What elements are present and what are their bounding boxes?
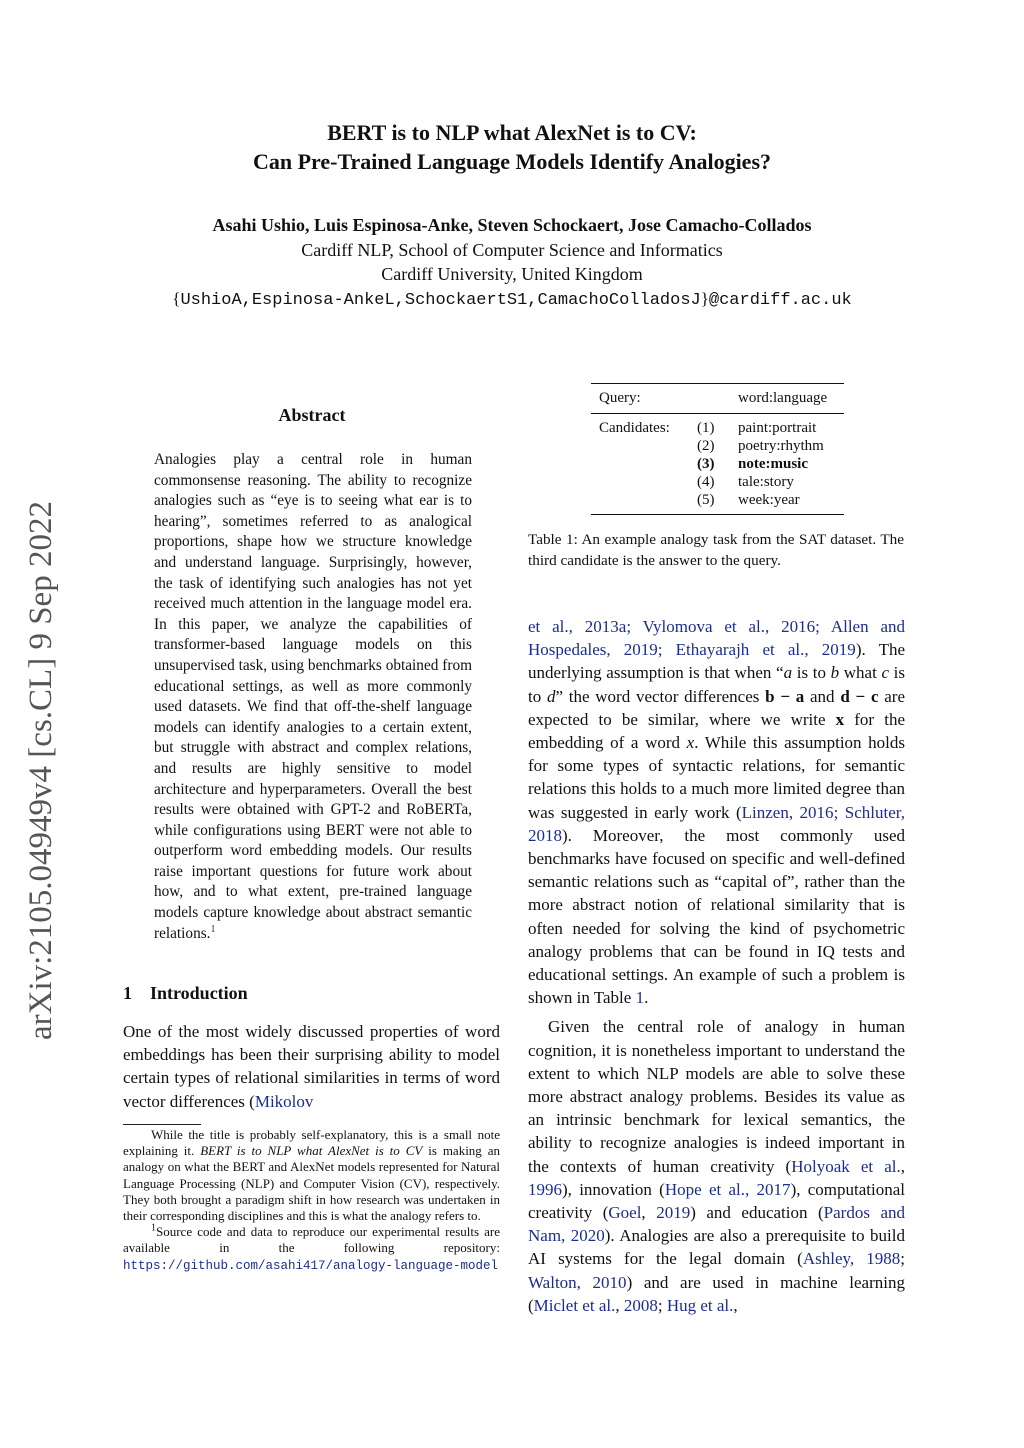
paragraph-2 (528, 1015, 905, 1317)
citation[interactable]: Ethayarajh et al., 2019 (675, 640, 856, 660)
candidate-number: (1) (697, 420, 715, 436)
math-var: d (546, 686, 556, 706)
citation[interactable]: Goel (608, 1203, 642, 1223)
body-text: ), computational creativity ( (528, 1179, 906, 1223)
candidate-number: (5) (697, 492, 715, 508)
math-var: x (686, 733, 695, 753)
footnote-0-italic: BERT is to NLP what AlexNet is to CV (200, 1143, 423, 1159)
citation[interactable]: Linzen, 2016 (741, 802, 834, 822)
section-heading-introduction (123, 983, 248, 1004)
author-emails (0, 287, 1024, 313)
footnote-1-text: Source code and data to reproduce our experimental results are available in the following repository: (123, 1224, 500, 1256)
candidate-pair: tale:story (738, 474, 794, 490)
body-text: are expected to be similar, where we write (528, 686, 905, 729)
citation[interactable]: 1996 (528, 1179, 562, 1199)
query-label: Query: (599, 390, 641, 406)
citation-separator: ; (815, 617, 831, 636)
body-text: and (804, 686, 841, 706)
table-bottom-rule (591, 514, 844, 515)
candidate-number: (2) (697, 438, 715, 454)
math-vector: b − a (765, 686, 805, 706)
arxiv-stamp: arXiv:2105.04949v4 [cs.CL] 9 Sep 2022 (23, 501, 59, 1040)
body-text: ). Analogies are also a prerequisite to build AI systems for the legal domain ( (528, 1226, 906, 1269)
body-text: , (733, 1295, 738, 1315)
query-value: word:language (738, 390, 828, 406)
candidate-pair: poetry:rhythm (738, 438, 824, 454)
footnote-rule (123, 1124, 201, 1125)
paragraph-continued (528, 615, 905, 1009)
email-brace-open: { (172, 289, 181, 308)
citation-separator: ; (626, 617, 643, 636)
candidate-pair: week:year (738, 492, 800, 508)
citation[interactable]: Ashley, 1988 (802, 1249, 901, 1269)
math-var: c (881, 663, 890, 683)
footnote-1-mark: 1 (151, 1222, 156, 1234)
body-text: ; (900, 1249, 905, 1269)
body-text: ), innovation ( (562, 1179, 665, 1199)
intro-text: One of the most widely discussed properties of word embeddings has been their surprising ability to model certain types of relational similarities in terms of word vector differences ( (123, 1022, 500, 1111)
body-text: . While this assumption holds for some types of syntactic relations, for semantic relations this holds to a much more limited degree than was suggested in early work ( (528, 733, 905, 822)
abstract-body: Analogies play a central role in human commonsense reasoning. The ability to recognize analogies such as “eye is to seeing what ear is to hearing”, sometimes referred to as analogical proportions, shape how we structure knowledge and understand language. Surprisingly, however, the task of identifying such analogies has not yet received much attention in the language model era. In this paper, we analyze the capabilities of transformer-based language models on this unsupervised task, using benchmarks obtained from educational settings, as well as more commonly used datasets. We find that off-the-shelf language models can identify analogies to a certain extent, but struggle with abstract and complex relations, and results are highly sensitive to model architecture and hyperparameters. Overall the best results were obtained with GPT-2 and RoBERTa, while configurations using BERT were not able to outperform word embedding models. Our results raise important questions for future work about how, and to what extent, pre-trained language models capture knowledge about abstract semantic relations. (154, 451, 472, 942)
citation[interactable]: 2019 (656, 1203, 691, 1223)
citation[interactable]: et al., 2013a (528, 617, 627, 636)
body-text: ). The underlying assumption is that when “ (528, 640, 905, 683)
body-text: for the embedding of a word (528, 709, 905, 753)
citation[interactable]: Schluter, 2018 (528, 802, 905, 845)
citation-separator: ; (657, 640, 676, 660)
candidate-pair: note:music (738, 456, 808, 472)
body-text: ; (657, 1295, 667, 1315)
citation[interactable]: Holyoak et al. (791, 1156, 901, 1176)
section-number: 1 (123, 983, 132, 1003)
title-line-2: Can Pre-Trained Language Models Identify Analogies? (252, 149, 772, 174)
affiliation-line-2: Cardiff University, United Kingdom (381, 264, 643, 284)
citation[interactable]: Hug et al. (666, 1295, 734, 1315)
table-1 (591, 383, 844, 515)
repository-link[interactable]: https://github.com/asahi417/analogy-language-model (123, 1258, 499, 1273)
footnote-1 (123, 1224, 500, 1274)
candidate-number: (4) (697, 474, 715, 490)
body-text: , (900, 1156, 906, 1176)
table-mid-rule (591, 413, 844, 414)
candidates-label: Candidates: (599, 420, 670, 436)
citation[interactable]: Miclet et al. (533, 1295, 616, 1315)
candidate-row (591, 419, 844, 437)
introduction-paragraph (123, 1020, 500, 1113)
abstract-text (154, 450, 472, 944)
citation[interactable]: 2008 (623, 1295, 658, 1315)
right-column-text (528, 615, 905, 1317)
body-text: ). Moreover, the most commonly used benchmarks have focused on specific and well-defined semantic relations such as “capital of”, rather than the more abstract notion of relational similarity that is often needed for solving the kind of psychometric analogy problems that can be found in IQ tests and educational settings. An example of such a problem is shown in Table (528, 825, 905, 1008)
candidates-table (591, 419, 844, 509)
citation[interactable]: Vylomova et al., 2016 (642, 617, 816, 636)
paper-title (0, 118, 1024, 176)
candidate-number: (3) (697, 456, 715, 472)
candidate-pair: paint:portrait (738, 420, 817, 436)
body-text: , (615, 1295, 624, 1315)
citation[interactable]: Hope et al., 2017 (664, 1179, 791, 1199)
query-row (591, 389, 844, 407)
body-text: is to (792, 663, 831, 683)
body-text: what (839, 663, 882, 683)
citation[interactable]: Allen and Hospedales, 2019 (528, 617, 905, 660)
table-top-rule (591, 383, 844, 384)
affiliation-line-1: Cardiff NLP, School of Computer Science and Informatics (301, 240, 723, 260)
body-text: ) and education ( (690, 1203, 824, 1223)
section-title: Introduction (150, 983, 248, 1003)
candidate-row (591, 473, 844, 491)
authors: Asahi Ushio, Luis Espinosa-Anke, Steven Schockaert, Jose Camacho-Collados (212, 215, 812, 235)
table-reference[interactable]: 1 (635, 988, 645, 1008)
citation[interactable]: Walton, 2010 (528, 1272, 627, 1292)
candidate-row (591, 437, 844, 455)
table-1-caption: Table 1: An example analogy task from the SAT dataset. The third candidate is the answer to the query. (528, 531, 904, 569)
footnote-0-text-b: is making an analogy on what the BERT and AlexNet models represented for Natural Language Processing (NLP) and Computer Vision (CV), respectively. They both brought a paradigm shift in how research was undertaken in their corresponding disciplines and this is what the analogy refers to. (123, 1143, 500, 1224)
body-text: . (644, 988, 649, 1008)
body-text: ” the word vector differences (555, 686, 766, 706)
email-domain: @cardiff.ac.uk (708, 291, 852, 310)
title-line-1: BERT is to NLP what AlexNet is to CV: (327, 120, 697, 145)
math-var: b (830, 663, 840, 683)
email-brace-close: } (700, 289, 709, 308)
body-text: is to (528, 663, 906, 706)
math-vector: x (835, 709, 845, 729)
math-var: a (783, 663, 793, 683)
footnotes (123, 1127, 500, 1274)
abstract-footnote-mark[interactable]: 1 (210, 923, 216, 935)
citation-mikolov[interactable]: Mikolov (254, 1091, 314, 1111)
footnote-0-text-a: While the title is probably self-explanatory, this is a small note explaining it. (123, 1127, 500, 1159)
citation[interactable]: Pardos and Nam, 2020 (528, 1203, 906, 1246)
body-text: , (641, 1203, 657, 1223)
body-text: Given the central role of analogy in human cognition, it is nonetheless important to understand the extent to which NLP models are able to solve these more abstract analogy problems. Besides its value as an intrinsic benchmark for lexical semantics, the ability to recognize analogies is indeed important in the contexts of human creativity ( (528, 1017, 905, 1176)
abstract-heading: Abstract (278, 405, 346, 425)
math-vector: d − c (840, 686, 879, 706)
email-names: UshioA,Espinosa-AnkeL,SchockaertS1,CamachoColladosJ (180, 291, 701, 310)
candidate-row-answer (591, 455, 844, 473)
candidate-row (591, 491, 844, 509)
citation-separator: ; (833, 802, 845, 822)
footnote-title-note (123, 1127, 500, 1224)
body-text: ) and are used in machine learning ( (528, 1272, 905, 1315)
